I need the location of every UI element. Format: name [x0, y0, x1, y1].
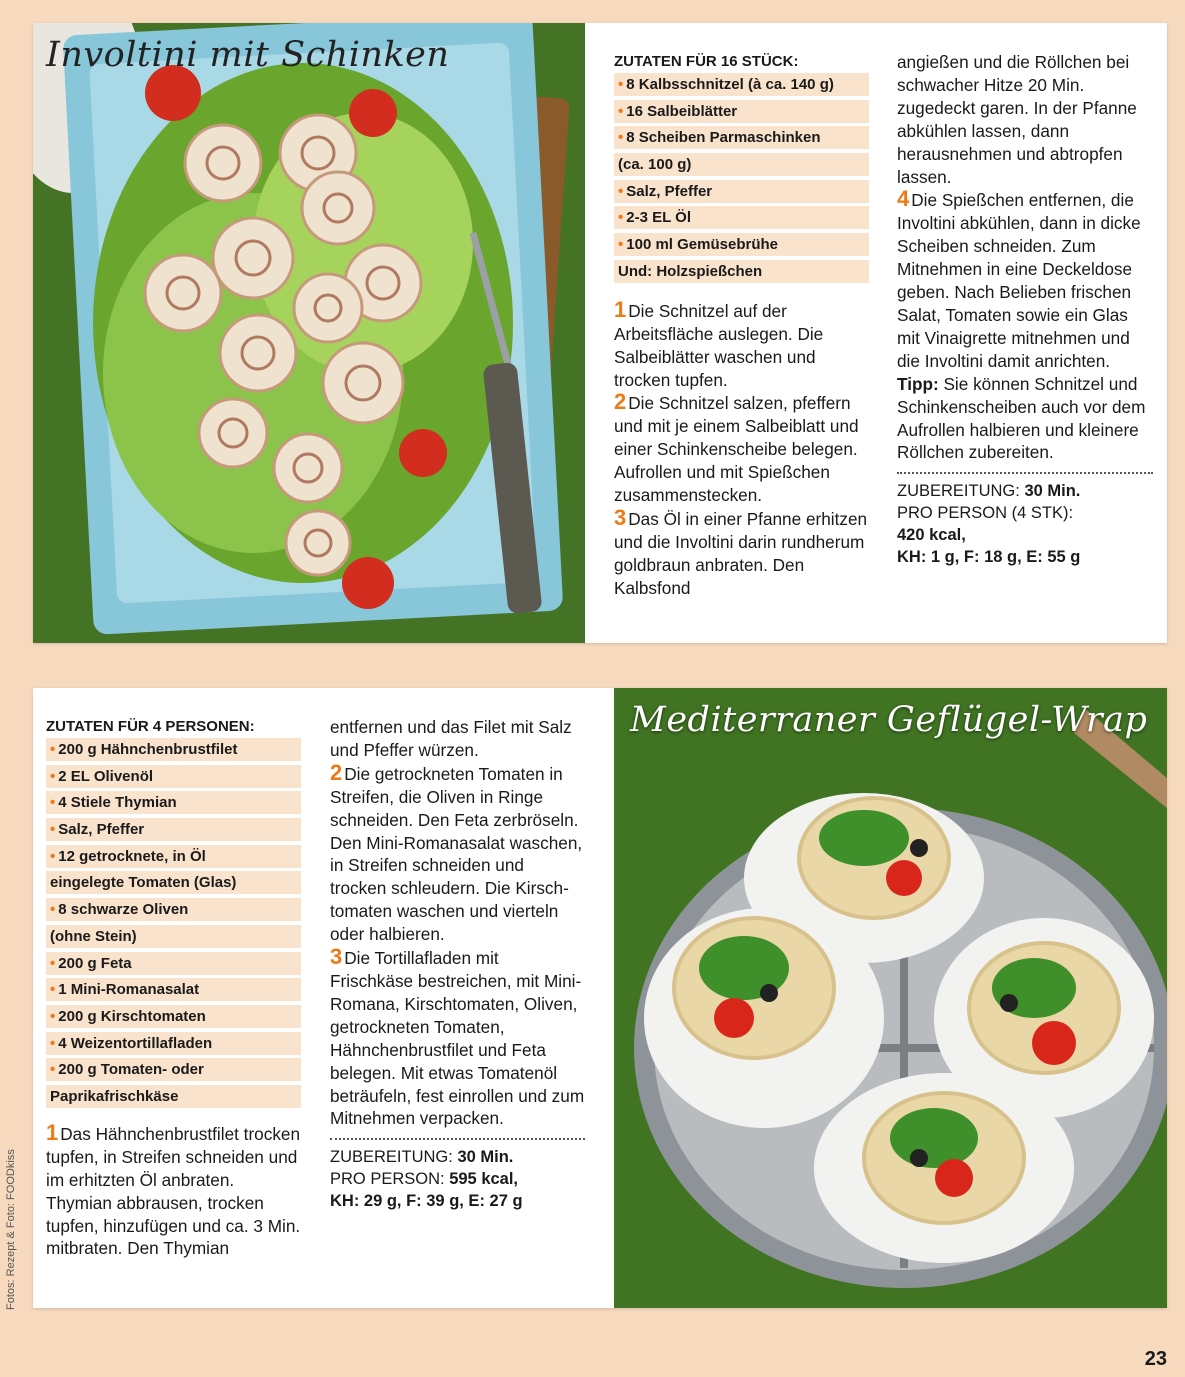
bullet: • [618, 76, 624, 93]
step [614, 296, 869, 392]
ingredient-text: 16 Salbeiblätter [626, 102, 738, 120]
ingredient-item [46, 978, 301, 1001]
ingredient-item [46, 1085, 301, 1108]
instructions-column [330, 716, 585, 1212]
ingredients-heading: ZUTATEN FÜR 4 PERSONEN: [46, 718, 255, 735]
step-3-continued: angießen und die Röllchen bei schwacher Hitze 20 Min. zugedeckt garen. In der Pfanne abkühlen lassen, dann herausnehmen und abtropfen lassen. [897, 52, 1137, 187]
ingredient-text: Salz, Pfeffer [58, 821, 145, 839]
prep-value: 30 Min. [457, 1148, 514, 1167]
ingredient-item [614, 206, 869, 229]
step [330, 759, 585, 946]
dotted-divider [897, 472, 1153, 474]
ingredient-item [614, 260, 869, 283]
per-person-label: PRO PERSON (4 STK): [897, 504, 1074, 523]
bullet: • [50, 901, 56, 919]
tip-text: Sie können Schnitzel und Schinkenscheiben auch vor dem Aufrollen halbieren und kleinere Röllchen zubereiten. [897, 373, 1146, 463]
ingredient-item [46, 1058, 301, 1081]
ingredient-text: 100 ml Gemüsebrühe [626, 236, 778, 254]
step-text: Die Schnitzel auf der Arbeitsfläche auslegen. Die Salbeiblätter waschen und trocken tupfen. [614, 300, 824, 390]
macros-value: KH: 1 g, F: 18 g, E: 55 g [897, 548, 1081, 567]
bullet: • [618, 182, 624, 200]
ingredients-column [614, 51, 869, 600]
step-number: 3 [330, 944, 343, 970]
ingredient-item [46, 898, 301, 921]
step-4 [897, 188, 1153, 464]
involtini-photo [33, 23, 585, 643]
step-1 [46, 1119, 304, 1260]
ingredient-text: 200 g Feta [58, 954, 132, 972]
ingredient-item [614, 126, 869, 149]
step-number: 3 [614, 504, 627, 530]
ingredient-text: Salz, Pfeffer [626, 182, 713, 200]
nutrition-info [330, 1146, 585, 1212]
ingredient-item [614, 73, 869, 96]
instructions-column [897, 51, 1153, 568]
dotted-divider [330, 1138, 585, 1140]
page-number: 23 [1144, 1348, 1167, 1370]
step-text: Das Hähnchenbrustfilet trocken tupfen, in Streifen schneiden und im erhitzten Öl anbraten. Thymian abbrausen, trocken tupfen, hinzufügen und ca. 3 Min. mitbraten. Den Thymian [46, 1123, 301, 1259]
ingredient-item [46, 738, 301, 761]
bullet: • [50, 981, 56, 999]
bullet: • [618, 102, 624, 120]
ingredient-item [46, 845, 301, 868]
bullet: • [50, 1061, 56, 1079]
macros-value: KH: 29 g, F: 39 g, E: 27 g [330, 1192, 523, 1211]
bullet: • [50, 794, 56, 812]
ingredient-text: 2-3 EL Öl [626, 209, 692, 227]
ingredient-item [614, 180, 869, 203]
recipe-card-wrap [33, 688, 1167, 1308]
step [614, 391, 869, 507]
ingredient-text: (ohne Stein) [50, 927, 137, 945]
prep-value: 30 Min. [1024, 482, 1081, 501]
ingredients-heading: ZUTATEN FÜR 16 STÜCK: [614, 53, 799, 70]
ingredient-text: 200 g Hähnchenbrustfilet [58, 741, 238, 758]
ingredient-text: 4 Weizentortillafladen [58, 1034, 213, 1052]
ingredient-text: (ca. 100 g) [618, 156, 692, 174]
recipe-title: Mediterraner Geflügel-Wrap [630, 700, 1148, 740]
bullet: • [618, 209, 624, 227]
bullet: • [50, 821, 56, 839]
ingredient-item [46, 818, 301, 841]
ingredient-item [46, 791, 301, 814]
ingredient-item [46, 1005, 301, 1028]
prep-label: ZUBEREITUNG: [897, 482, 1020, 501]
step [330, 946, 585, 1130]
ingredient-text: 8 schwarze Oliven [58, 901, 189, 919]
ingredient-text: 8 Scheiben Parmaschinken [626, 129, 821, 147]
bullet: • [50, 847, 56, 865]
bullet: • [50, 1034, 56, 1052]
ingredient-text: 200 g Kirschtomaten [58, 1007, 206, 1025]
ingredient-item [614, 153, 869, 176]
ingredient-text: Paprikafrischkäse [50, 1087, 179, 1105]
ingredient-text: 4 Stiele Thymian [58, 794, 177, 812]
step-number: 2 [614, 389, 627, 415]
per-person-label: PRO PERSON: [330, 1170, 445, 1189]
step-number: 4 [897, 186, 910, 212]
step-number: 1 [46, 1119, 59, 1145]
ingredient-text: 200 g Tomaten- oder [58, 1061, 204, 1079]
ingredient-item [46, 925, 301, 948]
bullet: • [50, 767, 56, 785]
wrap-illustration [614, 688, 1167, 1308]
ingredient-item [614, 233, 869, 256]
ingredient-text: Und: Holzspießchen [618, 262, 763, 280]
step-text: Die Spießchen entfernen, die Involtini abkühlen, dann in dicke Scheiben schneiden. Zum Mitnehmen in eine Deckeldose geben. Nach Belieben frischen Salat, Tomaten sowie ein Glas mit Vinaigrette mitnehmen und die Involtini damit anrichten. [897, 190, 1141, 371]
step-1-continued: entfernen und das Filet mit Salz und Pfeffer würzen. [330, 717, 572, 760]
ingredient-item [614, 100, 869, 123]
step-text: Die Tortillafladen mit Frischkäse bestreichen, mit Mini-Romana, Kirschtomaten, Oliven, getrockneten Tomaten, Hähnchenbrustfilet und Feta belegen. Mit etwas Tomatenöl beträufeln, fest einrollen und zum Mitnehmen verpacken. [330, 948, 585, 1129]
bullet: • [618, 236, 624, 254]
tip-label: Tipp: [897, 373, 939, 394]
nutrition-info [897, 480, 1153, 568]
ingredient-item [46, 1032, 301, 1055]
bullet: • [618, 129, 624, 147]
bullet: • [50, 741, 56, 758]
ingredient-text: 12 getrocknete, in Öl [58, 847, 206, 865]
ingredients-list [614, 73, 869, 283]
kcal-value: 420 kcal, [897, 526, 966, 545]
ingredient-item [46, 871, 301, 894]
bullet: • [50, 1007, 56, 1025]
ingredient-text: 8 Kalbsschnitzel (à ca. 140 g) [626, 76, 834, 93]
photo-credit: Fotos: Rezept & Foto: FOODkiss [5, 1149, 17, 1310]
bullet: • [50, 954, 56, 972]
ingredient-text: eingelegte Tomaten (Glas) [50, 874, 237, 892]
wrap-photo [614, 688, 1167, 1308]
involtini-illustration [33, 23, 585, 643]
steps-list [330, 759, 585, 1131]
ingredient-text: 1 Mini-Romanasalat [58, 981, 200, 999]
step-number: 2 [330, 759, 343, 785]
steps-list [614, 296, 869, 600]
ingredients-column [46, 716, 304, 1260]
step-number: 1 [614, 296, 627, 322]
step-text: Die Schnitzel salzen, pfeffern und mit je einem Salbeiblatt und einer Schinkenscheibe belegen. Aufrollen und mit Spießchen zusammenstecken. [614, 393, 859, 506]
prep-label: ZUBEREITUNG: [330, 1148, 453, 1167]
step-text: Das Öl in einer Pfanne erhitzen und die Involtini darin rundherum goldbraun anbraten. Den Kalbsfond [614, 508, 868, 598]
step [614, 504, 869, 600]
step-text: Die getrockneten Tomaten in Streifen, die Oliven in Ringe schneiden. Den Feta zerbröseln. Den Mini-Romanasalat waschen, in Streifen schneiden und trocken schleudern. Die Kirschtomaten waschen und vierteln oder halbieren. [330, 763, 583, 945]
ingredient-item [46, 765, 301, 788]
ingredient-text: 2 EL Olivenöl [58, 767, 154, 785]
ingredients-list [46, 738, 301, 1108]
recipe-title: Involtini mit Schinken [46, 35, 450, 75]
kcal-value: 595 kcal, [449, 1170, 519, 1189]
recipe-card-involtini [33, 23, 1167, 643]
ingredient-item [46, 952, 301, 975]
